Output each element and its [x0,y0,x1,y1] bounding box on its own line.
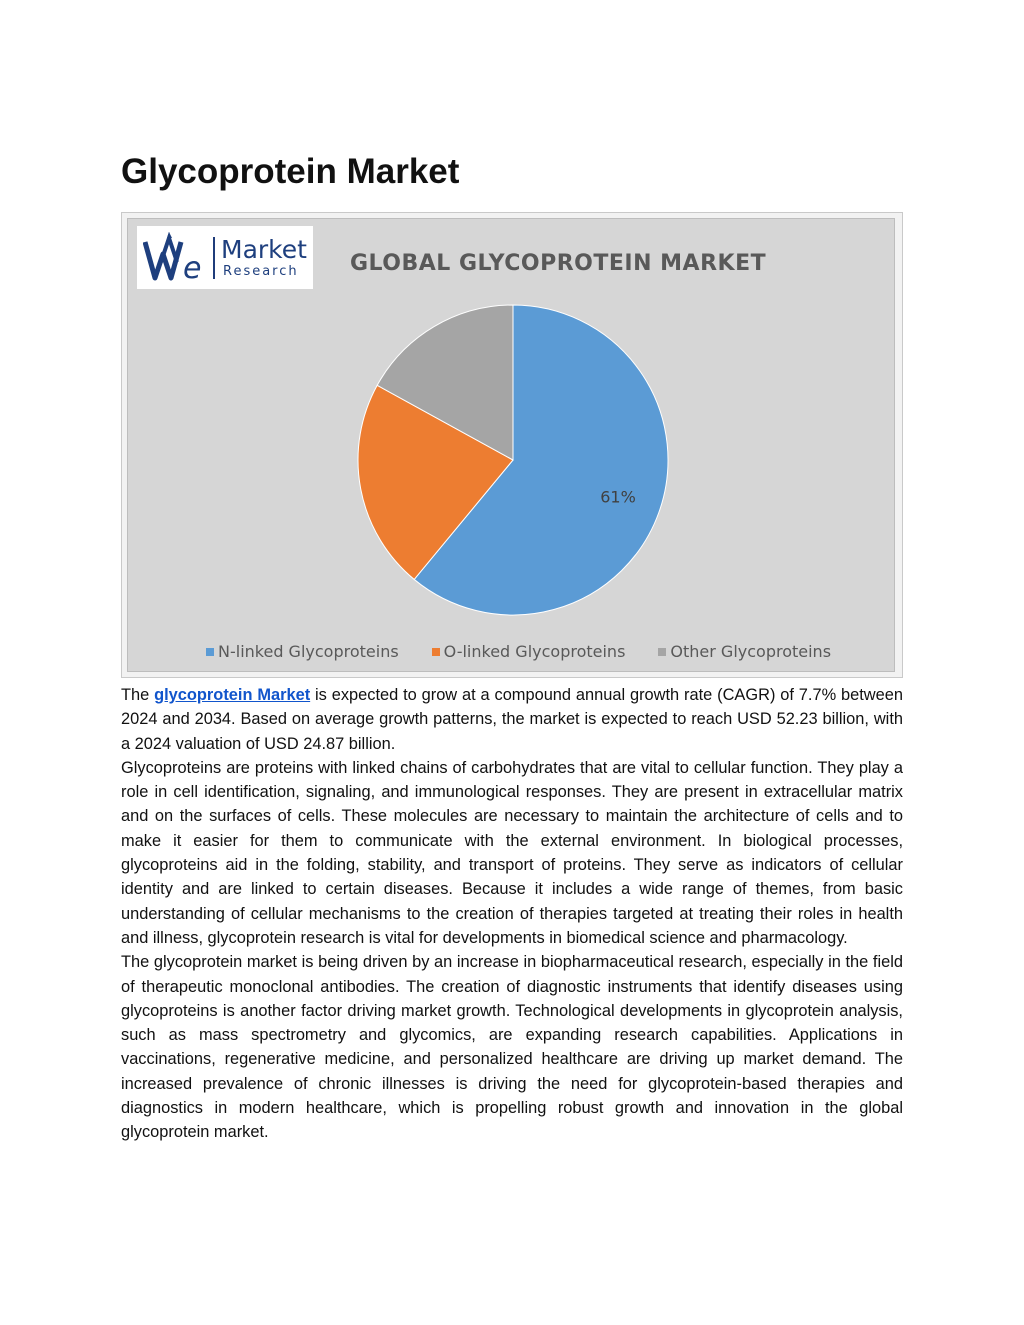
pie-data-label: 61% [600,487,636,507]
page-title: Glycoprotein Market [121,152,460,191]
paragraph-definition: Glycoproteins are proteins with linked chains of carbohydrates that are vital to cellular function. They play a role in cell identification, signaling, and immunological responses. They are present in extracellular matrix and on the surfaces of cells. These molecules are necessary to maintain the architecture of cells and to make it easier for them to communicate with the external environment. In biological processes, glycoproteins aid in the folding, stability, and transport of proteins. They serve as indicators of cellular identity and are linked to certain diseases. Because it includes a wide range of themes, from basic understanding of cellular mechanisms to the creation of therapies targeted at treating their roles in health and illness, glycoprotein research is vital for developments in biomedical science and pharmacology. [121,758,903,947]
legend-label: N-linked Glycoproteins [218,642,399,661]
legend-label: O-linked Glycoproteins [443,642,626,661]
pie-chart [128,219,896,673]
legend-swatch [658,648,666,656]
chart-area [127,218,895,672]
chart-title: GLOBAL GLYCOPROTEIN MARKET [350,251,767,276]
legend-label: Other Glycoproteins [670,642,832,661]
legend-item-other [658,642,831,661]
article-body [121,683,903,1145]
glycoprotein-market-link[interactable]: glycoprotein Market [154,686,311,704]
logo-word-market: Market [221,235,307,264]
legend-item-n-linked [206,642,399,661]
chart-figure [121,212,903,678]
paragraph-intro [121,683,903,756]
legend-item-o-linked [432,642,626,661]
chart-legend [206,642,831,661]
logo-word-research: Research [223,264,299,279]
paragraph-drivers: The glycoprotein market is being driven by an increase in biopharmaceutical research, especially in the field of therapeutic monoclonal antibodies. The creation of diagnostic instruments that identify diseases using glycoproteins is another factor driving market growth. Technological developments in glycoprotein analysis, such as mass spectrometry and glycomics, are expanding research capabilities. Applications in vaccinations, regenerative medicine, and personalized healthcare are driving up market demand. The increased prevalence of chronic illnesses is driving the need for glycoprotein-based therapies and diagnostics in modern healthcare, which is propelling robust growth and innovation in the global glycoprotein market. [121,953,903,1142]
svg-text:e: e [183,251,202,284]
intro-text-start: The [121,686,155,704]
legend-swatch [206,648,214,656]
intro-text-end: is expected to grow at a compound annual growth rate (CAGR) of 7.7% between 2024 and 2034. Based on average growth patterns, the market is expected to reach USD 52.23 billion, with a 2024 valuation of USD 24.87 billion. [121,686,903,753]
legend-swatch [432,648,440,656]
